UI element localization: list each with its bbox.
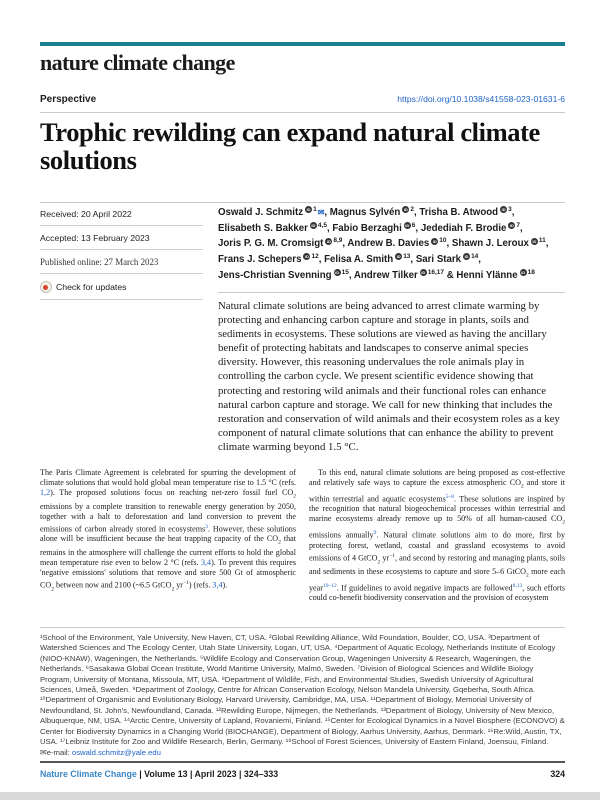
author-line [218, 220, 570, 236]
body-text-segment: ). The proposed solutions focus on reaching net-zero fossil fuel CO [50, 488, 294, 497]
author-separator: , [511, 207, 515, 219]
orcid-icon[interactable]: iD [304, 254, 309, 260]
affiliation-superscript: 4,5 [317, 221, 327, 229]
body-text-segment: . If guidelines to avoid negative impacts are followed [336, 583, 513, 593]
footer-citation [40, 769, 278, 779]
affiliations-text: ¹School of the Environment, Yale University, New Haven, CT, USA. ²Global Rewilding Alliance, Wild Foundation, Boulder, CO, USA. ³Department of Watershed Sciences and The Ecology Center, Utah State University, Logan, UT, USA. ⁴Department of Aquatic Ecology, Netherlands Institute of Ecology (NIOO-KNAW), Wageningen, the Netherlands. ⁵Wildlife Ecology and Conservation Group, Wageningen University & Research, Wageningen, the Netherlands. ⁶Sasakawa Global Ocean Institute, World Maritime University, Malmö, Sweden. ⁷Division of Biological Sciences and Wildlife Biology Program, University of Montana, Missoula, MT, USA. ⁸Department of Wildlife, Fish, and Environmental Studies, Swedish University of Agricultural Sciences, Umeå, Sweden. ⁹Department of Zoology, Centre for African Conservation Ecology, Nelson Mandela University, Gqeberha, South Africa. ¹⁰Department of Organismic and Evolutionary Biology, Harvard University, Cambridge, MA, USA. ¹¹Department of Biology, Memorial University of Newfoundland, St. John's, Newfoundland, Canada. ¹²Rewilding Europe, Nijmegen, the Netherlands. ¹³Department of Biology, University of New Mexico, Albuquerque, NM, USA. ¹⁴Arctic Centre, University of Lapland, Rovaniemi, Finland. ¹⁵Center for Ecological Dynamics in a Novel Biosphere (ECONOVO) & Center for Biodiversity Dynamics in a Changing World (BIOCHANGE), Department of Biology, Aarhus University, Aarhus, Denmark. ¹⁶Re:Wild, Austin, TX, USA. ¹⁷Leibniz Institute for Zoo and Wildlife Research, Berlin, Germany. ¹⁸School of Forest Sciences, University of Eastern Finland, Joensuu, Finland. [40, 633, 565, 747]
body-text-segment: and store it within terrestrial and aquatic ecosystems [309, 478, 565, 504]
affiliation-superscript: 12 [311, 252, 319, 260]
body-text-segment: emissions by a complete transition to renewable energy generation by 2050, together with a halt to deforestation and land conversion to prevent the emissions of carbon already stored in ecosystems [40, 501, 296, 534]
doi-link[interactable]: https://doi.org/10.1038/s41558-023-01631-6 [397, 94, 565, 104]
author-name: Magnus Sylvén [329, 207, 401, 219]
author-name: Sari Stark [415, 254, 462, 266]
author-separator: , [410, 254, 416, 266]
affiliation-superscript: 11 [538, 237, 546, 245]
affiliation-superscript: 6 [411, 221, 416, 229]
affiliation-superscript: 2 [410, 206, 414, 213]
article-type-row [40, 94, 565, 105]
author-separator: , [324, 207, 330, 219]
body-text-segment: −1 [182, 579, 189, 586]
author-name: Jens-Christian Svenning [218, 269, 332, 281]
body-text-segment: 2 [520, 483, 524, 490]
footer-divider [40, 761, 565, 763]
affiliations-block [40, 633, 566, 759]
abstract-divider [218, 292, 565, 293]
body-column-left [40, 468, 296, 603]
author-name: Trisha B. Atwood [419, 207, 499, 219]
author-separator: , [348, 269, 354, 281]
author-separator: , [545, 238, 549, 250]
body-text-segment: ). To prevent this requires 'negative emissions' solutions that remove and store 500 Gt of atmospheric CO [40, 557, 296, 590]
body-text-segment: more each year [309, 566, 565, 593]
body-text-segment: 2 [278, 539, 281, 546]
affiliation-superscript: 18 [527, 268, 535, 276]
orcid-icon[interactable]: iD [421, 269, 426, 275]
author-name: Shawn J. Leroux [451, 238, 529, 250]
affiliation-superscript: 14 [471, 252, 479, 260]
orcid-icon[interactable]: iD [509, 222, 514, 228]
affiliation-superscript: 8,9 [333, 237, 343, 245]
reference-link[interactable]: 1,2 [40, 488, 51, 497]
author-line [218, 267, 570, 283]
envelope-icon: ✉ [40, 748, 47, 758]
author-name: Andrew Tilker [353, 269, 418, 281]
abstract-text: Natural climate solutions are being advanced to arrest climate warming by protecting and enhancing carbon capture and storage in plants, soils and sediments in ecosystems. These solutions are viewed as having the ancillary benefit of protecting habitats and landscapes to conserve animal species diversity. However, this reasoning undervalues the role animals play in controlling the carbon cycle. We present scientific evidence showing that protecting and restoring wild animals and their functional roles can enhance natural carbon capture and storage. We call for new thinking that includes the restoration and conservation of wild animals and their ecosystem roles as a key component of natural climate solutions that can enhance the ability to prevent climate warming beyond 1.5 °C. [218, 300, 560, 453]
published-date: Published online: 27 March 2023 [40, 250, 203, 274]
orcid-icon[interactable]: iD [464, 254, 469, 260]
reference-link[interactable]: 5–8 [445, 493, 455, 500]
affiliation-superscript: 1 [313, 206, 317, 213]
corresponding-author-icon[interactable]: ✉ [317, 208, 325, 218]
check-for-updates-label: Check for updates [56, 282, 127, 292]
header-divider [40, 112, 565, 113]
author-list [218, 204, 570, 282]
body-text-segment: yr [174, 580, 183, 590]
orcid-icon[interactable]: iD [405, 222, 410, 228]
author-name: Andrew B. Davies [347, 238, 430, 250]
footer-issue-info: | Volume 13 | April 2023 | 324–333 [136, 769, 279, 779]
affiliation-superscript: 15 [341, 268, 349, 276]
body-text-segment: , such efforts could co-benefit biodiversity conservation and the provision of ecosystem [309, 583, 565, 603]
body-text-segment: . However, these solutions alone will be insufficient because the heat trapping capacity of the CO [40, 524, 296, 544]
reference-link[interactable]: 10–12 [322, 582, 337, 589]
affiliation-superscript: 7 [516, 221, 521, 229]
author-separator: , [342, 238, 348, 250]
body-text-segment: between now and 2100 (~6.5 GtCO [54, 580, 172, 590]
author-separator: , [415, 222, 421, 234]
orcid-icon[interactable]: iD [306, 207, 311, 213]
orcid-icon[interactable]: iD [403, 207, 408, 213]
author-line [218, 235, 570, 251]
author-name: Joris P. G. M. Cromsigt [218, 238, 324, 250]
body-paragraph [309, 468, 565, 603]
received-date: Received: 20 April 2022 [40, 202, 203, 226]
reference-link[interactable]: 8,13 [512, 582, 523, 589]
body-text-segment: emissions annually [309, 530, 374, 540]
author-separator: , [520, 222, 523, 234]
orcid-icon[interactable]: iD [396, 254, 401, 260]
journal-logo: nature climate change [40, 50, 235, 75]
author-name: Jedediah F. Brodie [420, 222, 507, 234]
body-text-segment: 2 [51, 586, 54, 593]
reference-link[interactable]: 3,4 [200, 557, 212, 567]
author-name: Elisabeth S. Bakker [218, 222, 308, 234]
check-for-updates-button[interactable] [40, 274, 203, 300]
body-text-segment: that remains in the atmosphere will challenge the current efforts to hold the global mean temperature rise even to below 2 °C (refs. [40, 534, 296, 567]
author-name: Felisa A. Smith [324, 254, 394, 266]
reference-link[interactable]: 3,4 [212, 580, 223, 590]
body-text-segment: 2 [525, 572, 529, 579]
footer-journal-link[interactable]: Nature Climate Change [40, 769, 137, 779]
author-name: Frans J. Schepers [218, 254, 302, 266]
body-text-segment: To this end, natural climate solutions are being proposed as cost-effective and relatively safe ways to capture the excess atmospheric CO [309, 468, 565, 487]
orcid-icon[interactable]: iD [532, 238, 537, 244]
orcid-icon[interactable]: iD [432, 238, 437, 244]
body-column-right [309, 468, 565, 603]
body-text-segment: yr [380, 553, 390, 563]
corresponding-email-line [40, 748, 566, 758]
author-line [218, 204, 570, 220]
body-text-segment: ) (refs. [188, 580, 213, 590]
page-footer [40, 769, 565, 779]
body-text-segment: . Natural climate solutions aim to do more, first by protecting forest, wetland, coastal and grassland ecosystems to avoid emissions of 4 GtCO [309, 530, 565, 563]
author-name: Oswald J. Schmitz [218, 207, 304, 219]
orcid-icon[interactable]: iD [335, 269, 340, 275]
orcid-icon[interactable]: iD [326, 238, 331, 244]
affiliations-divider [40, 627, 565, 628]
author-line [218, 251, 570, 267]
orcid-icon[interactable]: iD [521, 269, 526, 275]
accepted-date: Accepted: 13 February 2023 [40, 226, 203, 250]
body-text-segment: ). [222, 580, 228, 590]
reference-link[interactable]: 9 [373, 529, 377, 536]
body-text-segment: −1 [389, 552, 395, 559]
body-text-segment: , and second by restoring and managing plants, soils and sediments in these ecosystems to capture and store 5–6 GtCO [309, 553, 565, 576]
affiliation-superscript: 3 [508, 206, 512, 213]
body-text-segment: 2 [377, 558, 381, 565]
body-text-segment: 2 [171, 586, 175, 593]
author-separator: , [326, 222, 333, 234]
author-separator: , [413, 207, 420, 219]
page-title: Trophic rewilding can expand natural climate solutions [40, 117, 540, 176]
body-paragraph [40, 468, 296, 594]
affiliation-superscript: 16,17 [427, 268, 445, 276]
author-name: Henni Ylänne [456, 269, 518, 281]
author-separator: , [446, 238, 452, 250]
article-history [40, 202, 203, 300]
author-name: Fabio Berzaghi [332, 222, 402, 234]
affiliation-superscript: 10 [439, 237, 447, 245]
author-separator: & [444, 269, 457, 281]
email-label: e-mail: [46, 748, 70, 758]
body-columns [40, 468, 565, 603]
body-text-segment: 2 [562, 519, 565, 526]
affiliation-superscript: 13 [403, 252, 411, 260]
article-type-label: Perspective [40, 94, 97, 105]
brand-accent-bar [40, 42, 565, 46]
reference-link[interactable]: 3 [205, 523, 208, 530]
orcid-icon[interactable]: iD [501, 207, 506, 213]
body-text-segment: 2 [293, 493, 296, 500]
body-text-segment: The Paris Climate Agreement is celebrated for spurring the development of climate solutions that would hold global mean temperature rise to 1.5 °C (refs. [40, 468, 296, 487]
orcid-icon[interactable]: iD [311, 222, 316, 228]
page-number: 324 [550, 769, 565, 779]
author-separator: , [318, 254, 325, 266]
author-separator: , [478, 254, 481, 266]
crossmark-icon [40, 281, 52, 293]
email-link[interactable]: oswald.schmitz@yale.edu [71, 748, 161, 758]
body-text-segment: . These solutions are inspired by the recognition that natural biogeochemical processes within terrestrial and marine ecosystems already remove up to 50% of all human-caused CO [309, 494, 565, 524]
